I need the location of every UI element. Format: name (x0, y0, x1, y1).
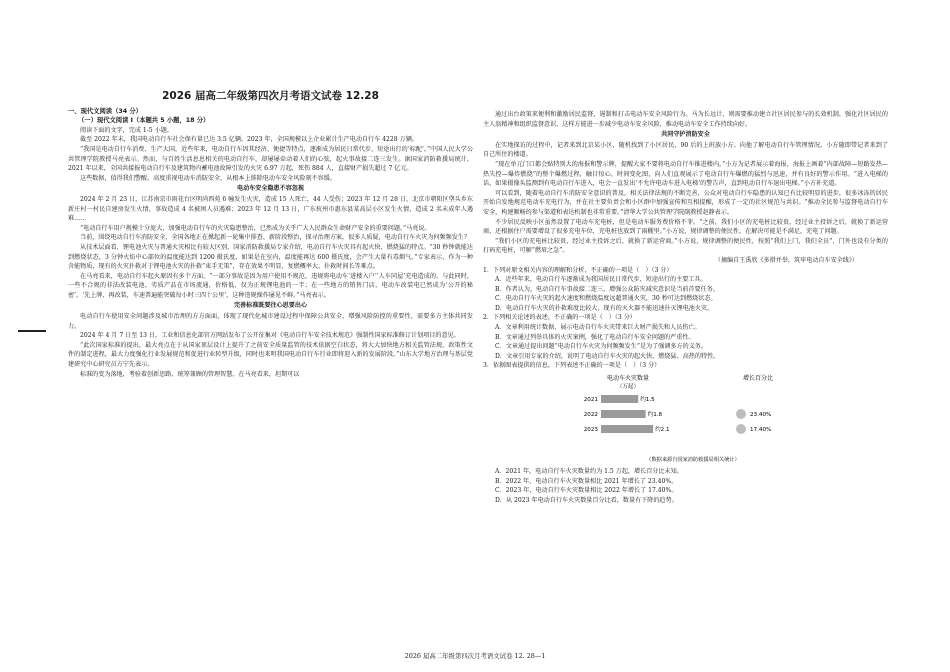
bar (601, 410, 646, 418)
chart-svg (573, 373, 813, 465)
growth-label: 23.40% (750, 412, 772, 419)
paragraph: 这些数据，值得我们警醒。高度重视电动车消防安全，从根本上排除电动车安全风险刻不容缓。 (80, 174, 336, 182)
section-heading: 一、现代文阅读（34 分） (68, 107, 142, 115)
right-column (483, 110, 888, 505)
option: B．2022 年，电动自行车火灾数量相比 2021 年增长了 23.40%。 (495, 477, 678, 485)
paragraph: “我国是电动自行车消费、生产大国，近些年来，电动自行车因其经济、便捷等特点，逐渐成为居民日常代步、短途出行的‘标配’。”中国人民大学公共管理学院教授马亮表示。然而，与百姓生活息息相关的电动自行车，却屡屡牵动着人们的心弦，起火事故接二连三发生。据国家消防救援局统计，2021 年以来，全国共接报电动自行车及建筑物内蓄电池故障引发的火灾 6.97 万起，死伤 884 人，直接财产损失超过 7 亿元。 (68, 145, 473, 173)
paragraph: “此次国家标准的提出，最大亮点在于从国家顶层设计上提升了之前安全质量监管的技术依据空白状态，将大大加快地方相关监管法规，政策性文件的制定进程，最大力度强化行业发展规范和促进行业转型升级，同时也来明我国电动自行车行业即将迎入新的发展阶段。”山东大学地方治理与基层党建研究中心研究员方宁先表示。 (68, 341, 473, 369)
chart-title-left: 电动车火灾数量 (606, 375, 650, 383)
article-subheading: 共同守护消防安全 (661, 131, 710, 139)
question-1: 1．下列对原文相关内容的理解和分析，不正确的一项是（ ）（3 分） (483, 266, 673, 274)
paragraph: 在马亮看来，电动自行车起火原因有多个方面。“一部分事故是因为用户使用不规范，违规将电动车‘进楼入户’‘人车同屋’充电造成的。与此同时，一些不合规的非法改装电池、劣质产品在市场流通，价格低、仅为正规锂电池的一半；在一些地方的销售门店，电动车改装电已然成为‘公开的秘密’。‘先上牌、再改装，车速普遍能突破每小时三四十公里’，这种违规操作屡见不鲜。”马亮表示。 (68, 272, 473, 299)
category-label: 2021 (583, 397, 598, 404)
option: B．文章通过列举具体的火灾案例，强化了电动自行车安全问题的严重性。 (495, 333, 695, 341)
paragraph: 可以看到，随着电动自行车消防安全意识的普及，相关法律法规的不断完善，公众对电动自行车隐患的认知已有比较明显的进步，很多冰冻的居民开始自发地规范电动车充电行为，并在社主要负责会和小区群中加强宣传和互相提醒，形成了一定的社区规范与共识。“推动全民参与监督电动自行车安全，构建顺畅的参与渠道和表达机制也非常重要。”清华大学公共管理学院副教授赵静表示。 (483, 189, 888, 216)
category-label: 2023 (583, 427, 598, 434)
option: C．2023 年，电动自行车火灾数量相比 2022 年增长了 17.40%。 (495, 487, 678, 495)
option: A．近些年来，电动自行车逐渐成为我国居民日常代步、短途出行的主要工具。 (495, 276, 707, 284)
paragraph: 从技术层面看，锂电池火灾与普通火灾相比有较大区别，国家消防救援局专家介绍，电动自行车火灾具有起火快、燃烧猛的特点。“30 秒钟就能达到燃烧状态，3 分钟火焰中心部位的温度能达到 1200 摄氏度，如果是在室内，温度能再达 600 摄氏度，会产生大量有毒烟气。”专家表示，作为一种含能物质，现有的火灾扑救对于锂电池火灾的扑救“束手无策”，存在效果不明显、复燃概率大、扑救时间长等难点。 (68, 243, 473, 271)
paragraph: 当前，围绕电动自行车消防安全，全国各地正在掀起新一轮集中排查、新阶段整治，探寻治理方案，很多人质疑，电动自行车火灾为何频频发生？ (80, 234, 470, 242)
paragraph: 在实地探访的过程中，记者来到北京某小区，随机找到了小区居民，90 后的上班族小方。向他了解电动自行车管理情况。小方随即带记者来到了自己所住的楼道。 (483, 141, 888, 159)
growth-marker (736, 409, 746, 419)
option: A．文章利用统计数据，展示电动自行车火灾带来巨大财产损失和人员伤亡。 (495, 324, 701, 332)
article-subheading: 完善标准既要往心思要出心 (233, 302, 308, 310)
chart-title-right: 增长百分比 (742, 375, 774, 383)
paragraph: 2024 年 2 月 23 日，江苏南京市雨花台区明尚西苑 6 幢发生火灾，造成 15 人死亡，44 人受伤；2023 年 12 月 28 日，北京市朝阳区垡头乡东新庄村一村民自建房发生火情，事故造成 4 名被困人员遇难；2023 年 12 月 13 日，广东杭州市惠东县某高层小区发生火情，造成 2 名未成年人遇难…… (68, 195, 474, 223)
option: C．文章通过提出问题“电动自行车火灾为何频频发生”是为了强调多方的义务。 (495, 343, 707, 351)
paragraph: 不少居民反映小区虽然设置了电动车充电桩，但是电动车服务费价格不菲。“之前，我们小区的充电桩比较贵，经过业主投诉之后，就换了新运营商，还根据住户需要增设了很多充电车位，充电桩也放到了雨棚里。”小方说，规律调整的便民性，在解决可能是不满足，充电了问题。 (483, 218, 888, 236)
source-citation: （摘编自王禹欣《多措并举，筑牢电动自车安全线》） (714, 256, 858, 264)
chart-note: （数据来源自国家消防救援局相关统计） (646, 457, 740, 464)
bar (601, 395, 638, 403)
option: D．电动自行车火灾的扑救难度比较大，现有的灭火器不能迅速扑灭锂电池火灾。 (495, 304, 714, 312)
category-label: 2022 (583, 412, 598, 419)
paragraph: 截至 2022 年末，我国电动自行车社会保有量已达 3.5 亿辆。2023 年，全国规模以上企业累计生产电动自行车 4228 万辆。 (80, 136, 418, 144)
paragraph: 通过出台政策来便利和激励居民监督，遏制和打击电动车安全风险行为。马为长远计，则需要推动建立社区居民参与的长效机制，强化社区居民的主人翁精神和组织监督意识，这样方能进一步减少电动车安全风险，推动电动车安全工作持续向好。 (483, 111, 888, 128)
article-subheading: 电动车安全隐患不容忽视 (236, 185, 305, 193)
bar (601, 425, 653, 433)
paragraph: “电动自行车用户规模十分庞大，加强电动自行车的火灾隐患整治，已然成为关乎广大人民群众生命财产安全的重要问题。”马亮说。 (80, 224, 431, 232)
option: A．2021 年，电动自行车火灾数量约为 1.5 万起，增长百分比未知。 (495, 468, 683, 476)
paragraph: 2024 年 4 月 7 日至 13 日，工业和信息化部官方网站发布了公开征集对《电动自行车安全技术规范》强制性国家标准修订计划项目的意见。 (80, 332, 460, 340)
left-column (68, 92, 473, 379)
value-label: 约1.5 (640, 397, 655, 404)
subsection-heading: （一）现代文阅读 I（本题共 5 小题，18 分） (78, 117, 210, 125)
option: C．电动自行车火灾的起火速度和燃烧温度远超普通火灾，30 秒可达到燃烧状态。 (495, 295, 717, 303)
instruction: 阅读下面的文字，完成 1-5 小题。 (80, 126, 173, 134)
page-footer: 2026 届高二年级第四次月考语文试卷 12. 28—1 (404, 652, 546, 660)
paragraph: “我们小区的充电桩比较贵，经过业主投诉之后，就换了新运营商。”小方说，规律调整的便民性，按照“我们上门，我们全员”，门外也设有分类的打码充电桩，可解“燃眉之急”。 (483, 237, 888, 255)
question-3: 3．依据图表提供的信息，下列表述不正确的一项是（ ）（3 分） (483, 362, 661, 370)
chart-title-unit: （万起） (616, 384, 640, 391)
paragraph: 电动自行车使用安全问题涉及城市治理的方方面面，体现了现代化城市建设过程中保障公共安全、增强风险防控的重要性，需要多方主体共同发力。 (68, 313, 473, 330)
option: D．文章引用专家的介绍，说明了电动自行车火灾的起火快、燃烧猛、高热的特性。 (495, 352, 720, 360)
growth-label: 17.40% (750, 427, 772, 434)
growth-marker (736, 424, 746, 434)
value-label: 约1.8 (647, 412, 663, 419)
option: D．从 2023 年电动自行车火灾数量百分比看，数量有下降的趋势。 (495, 496, 678, 504)
paragraph: 标准的变为落地，考验着创新思路、统筹兼顾的管理智慧。在马亮看来，坦期可以 (80, 370, 300, 378)
question-2: 2．下列相关论述的表述，不正确的一项是（ ）（3 分） (483, 314, 636, 322)
page-title: 2026 届高二年级第四次月考语文试卷 12.28 (162, 90, 379, 102)
fire-count-chart (573, 373, 813, 465)
margin-mark (18, 330, 46, 332)
option: B．作者认为，电动自行车事故接二连三，增强公众防灾减灾意识是当前首要任务。 (495, 285, 719, 293)
value-label: 约2.1 (655, 427, 670, 434)
paragraph: “现在单元门口都会贴特别大的海报和警示牌，提醒大家不要将电动自行车推进楼内。”小方为记者展示着海报，海报上画着“内部故障—短路发热—热失控—爆炸燃烧”的整个爆燃过程，触目惊心，时间变化图，向人们直观展示了电动自行车爆燃的猛烈与迅速，并有良好的警示作用。“进入电梯的话，如果摄像头监测到有电动自行车进入，电会一直发出‘不允许电动车进入电梯’的警告声，直到电动自行车退出电梯。”小方补充道。 (483, 160, 888, 188)
